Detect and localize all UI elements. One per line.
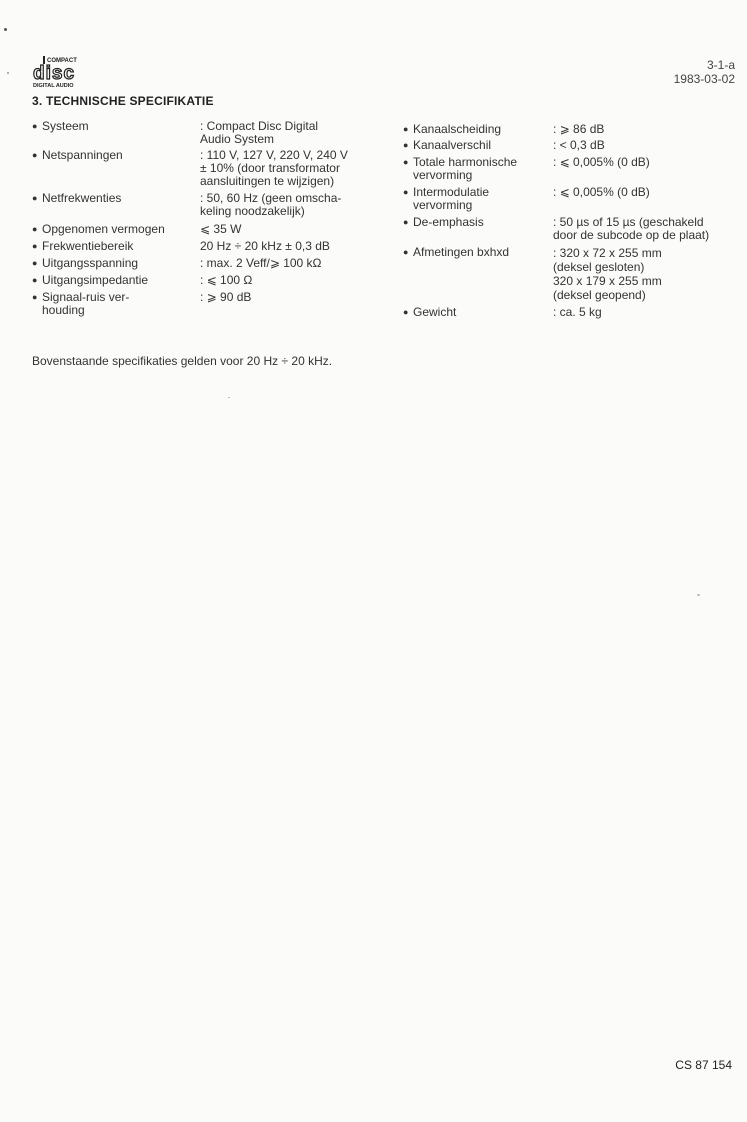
spec-row xyxy=(403,156,743,186)
logo-disc-text: disc xyxy=(33,63,76,84)
spec-row xyxy=(32,291,372,319)
spec-row xyxy=(32,192,372,223)
spec-label: Uitgangsimpedantie xyxy=(42,273,149,287)
spec-row xyxy=(403,139,743,156)
spec-value: : Compact Disc Digital Audio System xyxy=(200,119,319,146)
spec-label: Afmetingen bxhxd xyxy=(413,245,510,259)
spec-label: Netfrekwenties xyxy=(42,191,122,205)
spec-row xyxy=(32,149,372,192)
spec-value: : 110 V, 127 V, 220 V, 240 V ± 10% (door transformator aansluitingen te wijzigen) xyxy=(200,148,348,188)
spec-value: : ⩽ 0,005% (0 dB) xyxy=(553,155,650,169)
bullet-icon: ● xyxy=(403,157,409,167)
spec-label: Opgenomen vermogen xyxy=(42,222,165,236)
spec-value: : 50 µs of 15 µs (geschakeld door de subcode op de plaat) xyxy=(553,215,710,242)
scan-speck xyxy=(697,594,700,596)
spec-label: Gewicht xyxy=(413,305,457,319)
spec-label: Uitgangsspanning xyxy=(42,256,139,270)
spec-label: Totale harmonische vervorming xyxy=(413,155,518,182)
document-reference xyxy=(674,58,735,86)
spec-value: : max. 2 Veff/⩾ 100 kΩ xyxy=(200,256,322,270)
spec-row xyxy=(403,186,743,216)
spec-value: : ⩽ 100 Ω xyxy=(200,273,253,287)
bullet-icon: ● xyxy=(32,193,38,203)
spec-row xyxy=(32,257,372,274)
spec-label: Intermodulatie vervorming xyxy=(413,185,490,212)
spec-label: Netspanningen xyxy=(42,148,123,162)
spec-label: Kanaalscheiding xyxy=(413,122,502,136)
spec-value: ⩽ 35 W xyxy=(200,222,242,236)
spec-row xyxy=(32,240,372,257)
doc-number: 3-1-a xyxy=(706,58,735,72)
scan-speck xyxy=(7,72,9,74)
spec-row xyxy=(403,246,743,306)
bullet-icon: ● xyxy=(403,247,409,257)
spec-row xyxy=(32,274,372,291)
spec-label: De-emphasis xyxy=(413,215,484,229)
spec-label: Systeem xyxy=(42,119,89,133)
spec-value: : ca. 5 kg xyxy=(553,305,602,319)
spec-row xyxy=(403,123,743,139)
spec-row xyxy=(32,120,372,149)
spec-row xyxy=(403,306,743,322)
spec-row xyxy=(32,223,372,240)
bullet-icon: ● xyxy=(32,292,38,302)
spec-list-left xyxy=(32,120,372,319)
spec-value: : 320 x 72 x 255 mm (deksel gesloten) 320 x 179 x 255 mm (deksel geopend) xyxy=(553,246,662,302)
logo-compact-text: COMPACT xyxy=(47,58,77,64)
spec-value: : < 0,3 dB xyxy=(553,138,605,152)
bullet-icon: ● xyxy=(403,187,409,197)
scan-speck xyxy=(228,397,230,398)
bullet-icon: ● xyxy=(32,121,38,131)
bullet-icon: ● xyxy=(32,258,38,268)
bullet-icon: ● xyxy=(32,275,38,285)
spec-value: : ⩾ 90 dB xyxy=(200,290,252,304)
bullet-icon: ● xyxy=(32,224,38,234)
spec-label: Frekwentiebereik xyxy=(42,239,134,253)
page-code: CS 87 154 xyxy=(675,1058,732,1072)
spec-value: : 50, 60 Hz (geen omscha- keling noodzakelijk) xyxy=(200,191,342,218)
bullet-icon: ● xyxy=(403,140,409,150)
section-title: 3. TECHNISCHE SPECIFIKATIE xyxy=(32,94,214,108)
scan-speck xyxy=(4,28,7,31)
spec-label: Kanaalverschil xyxy=(413,138,492,152)
bullet-icon: ● xyxy=(403,217,409,227)
compact-disc-logo xyxy=(32,55,90,88)
doc-date: 1983-03-02 xyxy=(673,72,735,86)
spec-value: : ⩾ 86 dB xyxy=(553,122,605,136)
spec-label: Signaal-ruis ver- houding xyxy=(42,290,130,317)
spec-value: 20 Hz ÷ 20 kHz ± 0,3 dB xyxy=(200,239,330,253)
bullet-icon: ● xyxy=(32,241,38,251)
logo-digital-audio-text: DIGITAL AUDIO xyxy=(33,83,74,88)
spec-value: : ⩽ 0,005% (0 dB) xyxy=(553,185,650,199)
spec-row xyxy=(403,216,743,246)
spec-list-right xyxy=(403,123,743,322)
bullet-icon: ● xyxy=(403,124,409,134)
footnote: Bovenstaande specifikaties gelden voor 20 Hz ÷ 20 kHz. xyxy=(32,354,333,368)
bullet-icon: ● xyxy=(32,150,38,160)
bullet-icon: ● xyxy=(403,307,409,317)
